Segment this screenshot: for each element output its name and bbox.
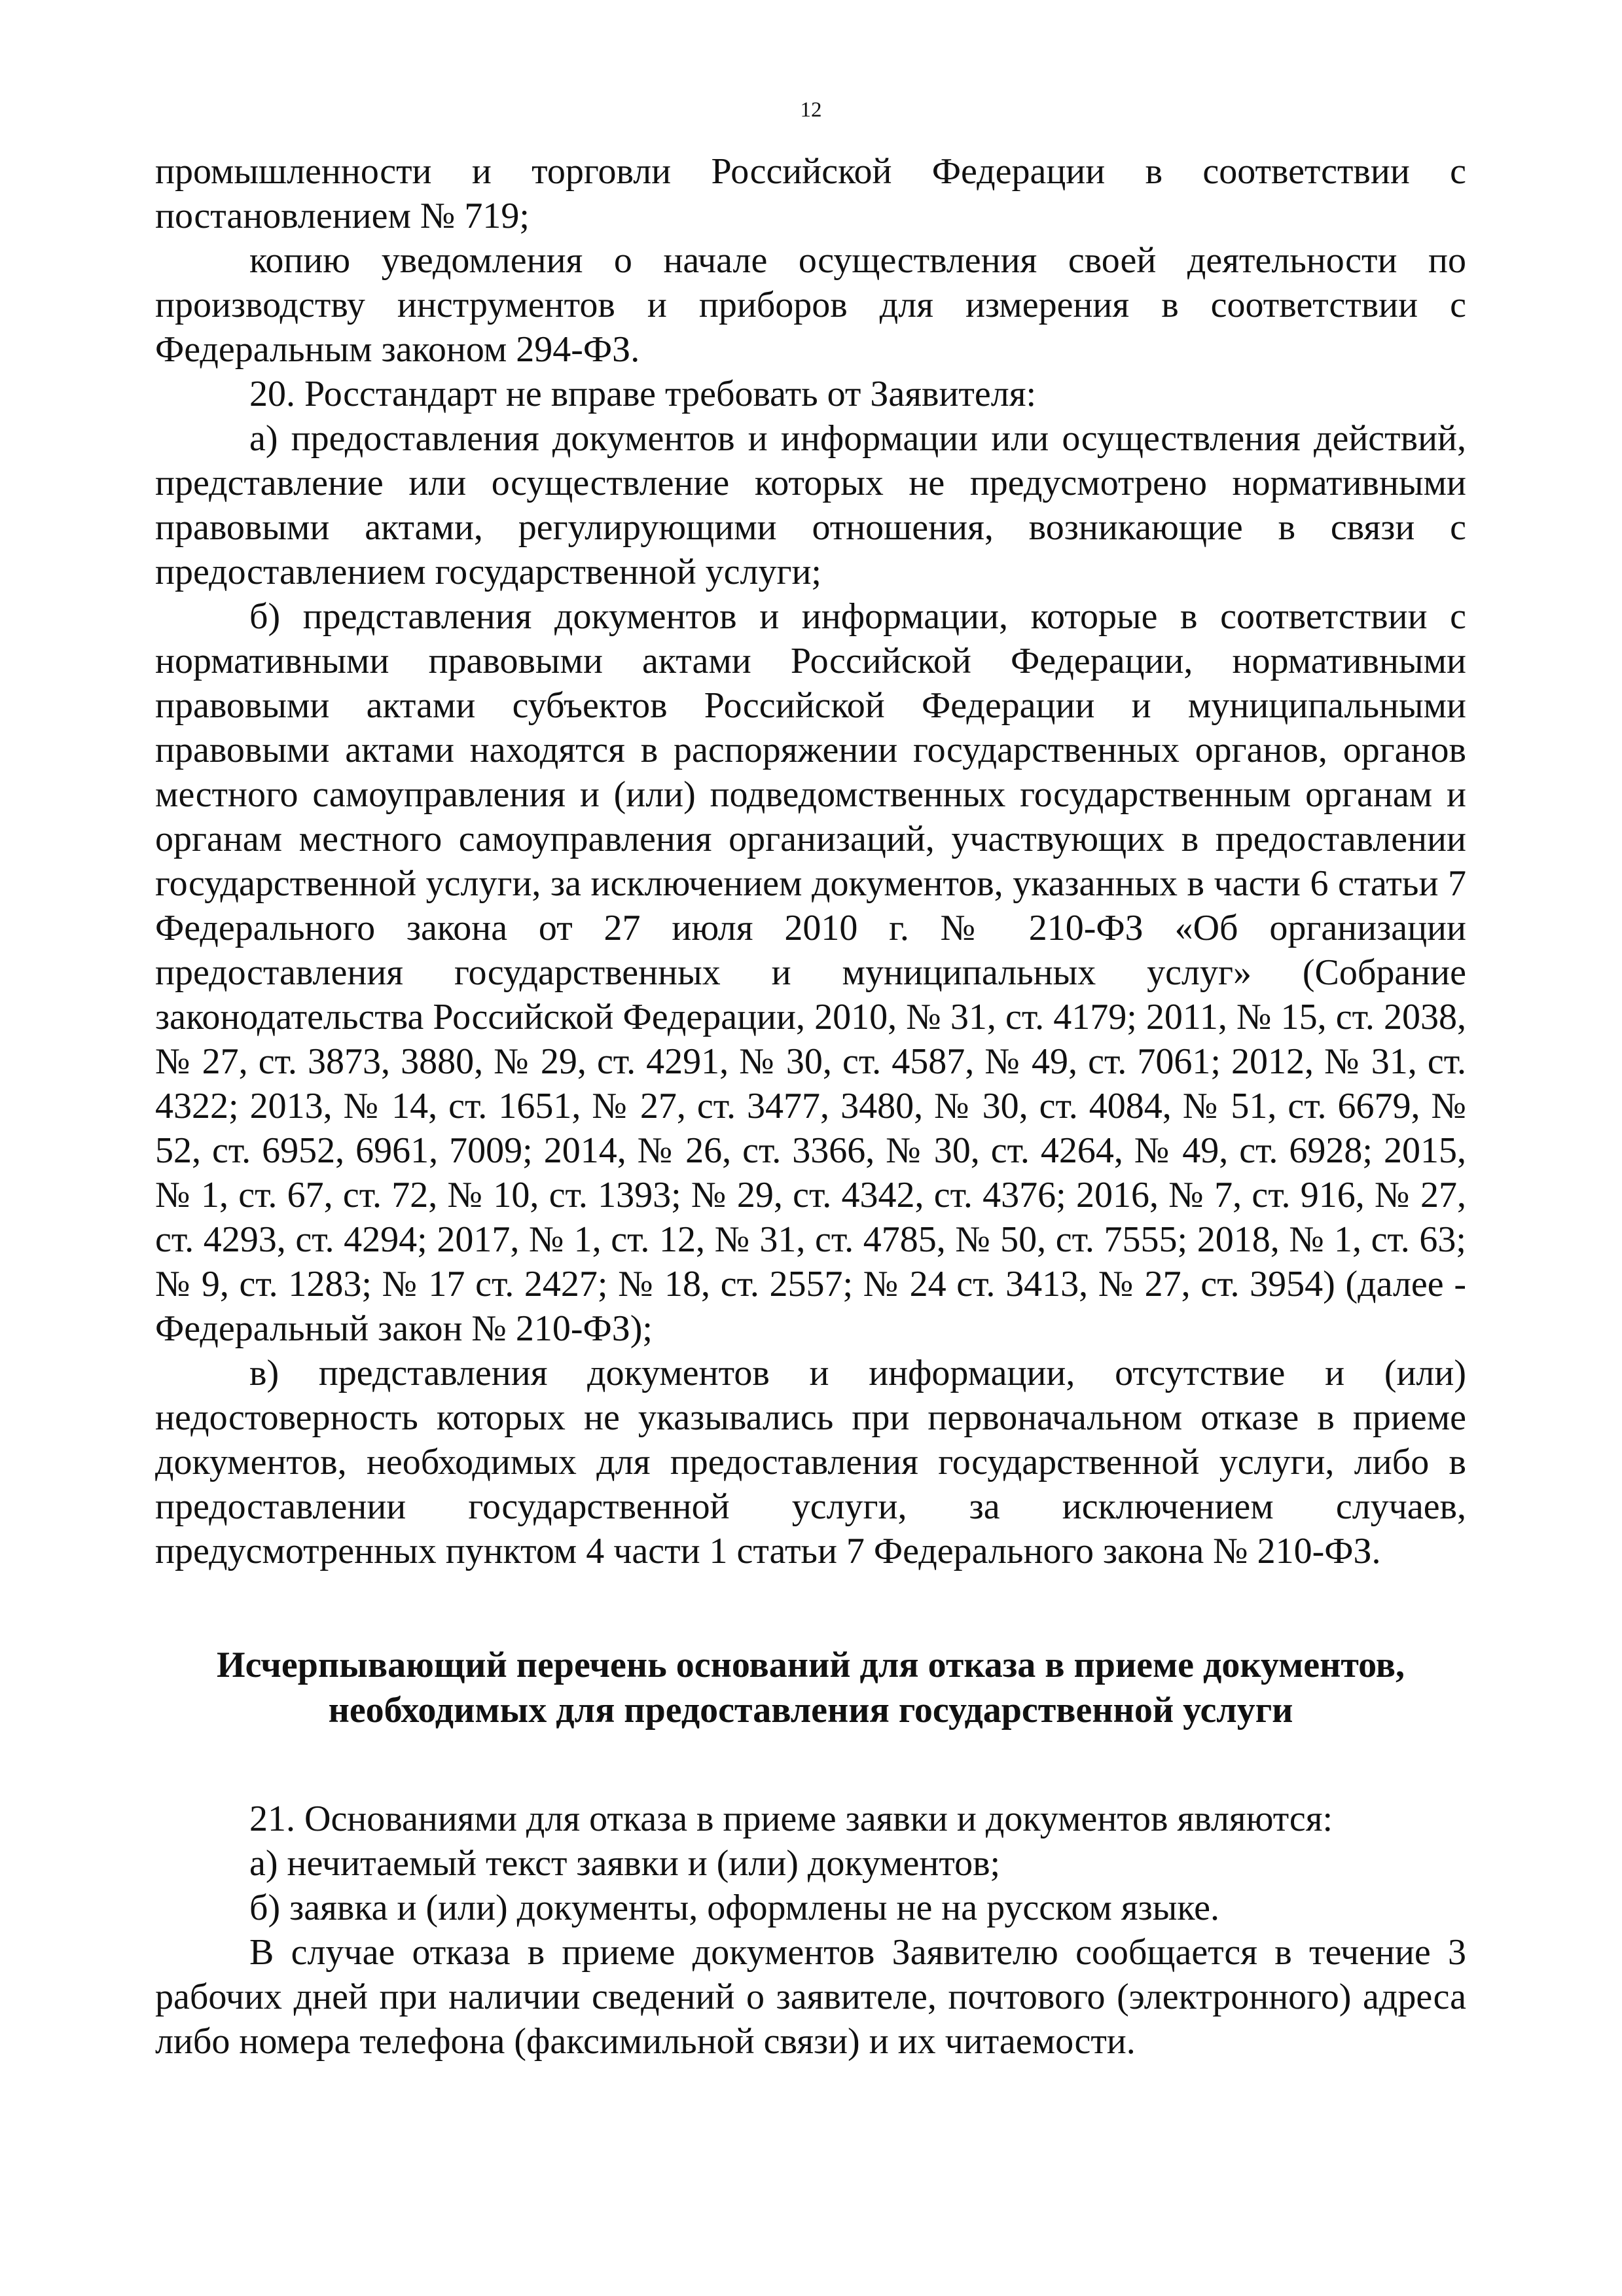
paragraph-notification-copy: копию уведомления о начале осуществления своей деятельности по производству инструментов и приборов для измерения в соответствии с Федеральным законом 294-ФЗ.: [155, 240, 1466, 370]
paragraph-20: 20. Росстандарт не вправе требовать от Заявителя:: [249, 374, 1037, 414]
section-heading-line-1: Исчерпывающий перечень оснований для отказа в приеме документов,: [217, 1645, 1405, 1685]
paragraph-21: 21. Основаниями для отказа в приеме заявки и документов являются:: [249, 1799, 1333, 1839]
paragraph-21-b: б) заявка и (или) документы, оформлены не на русском языке.: [249, 1888, 1220, 1928]
page-number: 12: [800, 98, 822, 122]
paragraph-20-a: а) предоставления документов и информации или осуществления действий, представление или осуществление которых не предусмотрено нормативными правовыми актами, регулирующими отношения, возникающие в связи с предоставлением государственной услуги;: [155, 418, 1466, 592]
section-body-text: [155, 1797, 1466, 2064]
body-text: [155, 149, 1466, 1573]
section-heading: [155, 1643, 1466, 1733]
paragraph-20-v: в) представления документов и информации, отсутствие и (или) недостоверность которых не указывались при первоначальном отказе в приеме документов, необходимых для предоставления государственной услуги, либо в предоставлении государственной услуги, за исключением случаев, предусмотренных пунктом 4 части 1 статьи 7 Федерального закона № 210-ФЗ.: [155, 1353, 1466, 1571]
paragraph-21-a: а) нечитаемый текст заявки и (или) документов;: [249, 1843, 1001, 1884]
section-heading-line-2: необходимых для предоставления государственной услуги: [328, 1690, 1293, 1731]
paragraph-20-b: б) представления документов и информации, которые в соответствии с нормативными правовыми актами Российской Федерации, нормативными правовыми актами субъектов Российской Федерации и муниципальными правовыми актами находятся в распоряжении государственных органов, органов местного самоуправления и (или) подведомственных государственным органам и органам местного самоуправления организаций, участвующих в предоставлении государственной услуги, за исключением документов, указанных в части 6 статьи 7 Федерального закона от 27 июля 2010 г. № 210-ФЗ «Об организации предоставления государственных и муниципальных услуг» (Собрание законодательства Российской Федерации, 2010, № 31, ст. 4179; 2011, № 15, ст. 2038, № 27, ст. 3873, 3880, № 29, ст. 4291, № 30, ст. 4587, № 49, ст. 7061; 2012, № 31, ст. 4322; 2013, № 14, ст. 1651, № 27, ст. 3477, 3480, № 30, ст. 4084, № 51, ст. 6679, № 52, ст. 6952, 6961, 7009; 2014, № 26, ст. 3366, № 30, ст. 4264, № 49, ст. 6928; 2015, № 1, ст. 67, ст. 72, № 10, ст. 1393; № 29, ст. 4342, ст. 4376; 2016, № 7, ст. 916, № 27, ст. 4293, ст. 4294; 2017, № 1, ст. 12, № 31, ст. 4785, № 50, ст. 7555; 2018, № 1, ст. 63; № 9, ст. 1283; № 17 ст. 2427; № 18, ст. 2557; № 24 ст. 3413, № 27, ст. 3954) (далее - Федеральный закон № 210-ФЗ);: [155, 596, 1466, 1349]
paragraph-continuation: промышленности и торговли Российской Федерации в соответствии с постановлением № 719;: [155, 151, 1466, 236]
paragraph-refusal-notice: В случае отказа в приеме документов Заявителю сообщается в течение 3 рабочих дней при наличии сведений о заявителе, почтового (электронного) адреса либо номера телефона (факсимильной связи) и их читаемости.: [155, 1932, 1466, 2062]
